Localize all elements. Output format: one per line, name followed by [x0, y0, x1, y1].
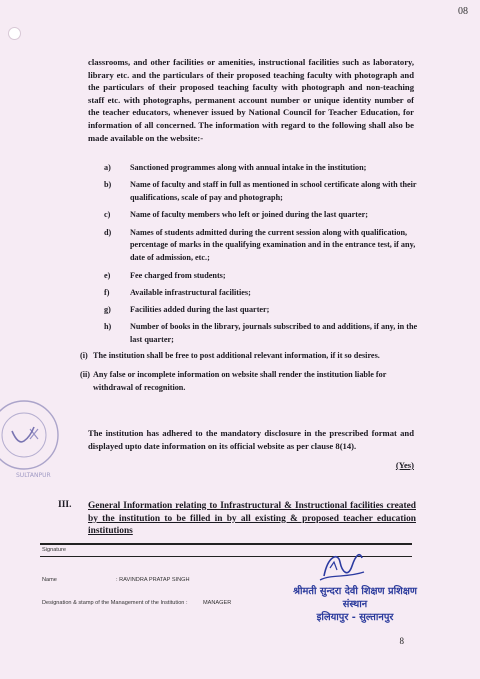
list-marker: e): [104, 270, 111, 280]
list-item-text: Number of books in the library, journals subscribed to and additions, if any, in the last quarter;: [130, 322, 418, 345]
list-item: [88, 227, 418, 265]
website-items-list: [88, 162, 418, 352]
list-item: [88, 209, 418, 222]
list-marker: (i): [80, 351, 88, 360]
designation-label: Designation & stamp of the Management of the Institution :: [42, 600, 188, 606]
list-item-text: Name of faculty members who left or joined during the last quarter;: [130, 210, 368, 220]
list-item: [60, 368, 420, 394]
name-label: Name: [42, 577, 57, 583]
list-marker: g): [104, 305, 111, 315]
list-item-text: Names of students admitted during the current session along with qualification, percentage of marks in the qualifying examination and in the entrance test, if any, date of admission, etc.;: [130, 227, 416, 263]
list-item-text: Fee charged from students;: [130, 270, 226, 280]
list-item-text: Sanctioned programmes along with annual intake in the institution;: [130, 163, 367, 172]
stamp-line-2: इलियापुर - सुल्तानपुर: [316, 612, 394, 623]
adherence-answer: (Yes): [395, 460, 414, 470]
section-number: III.: [58, 500, 72, 510]
intro-paragraph: classrooms, and other facilities or amenities, instructional facilities such as laboratory, library etc. and the particulars of their proposed teaching faculty with photograph and the particulars of their proposed teaching faculty with photograph and non-teaching staff etc. with photographs, permanent account number or unique identity number of the teacher educators, whenever issued by National Council for Teacher Education, for information of all concerned. The information with regard to the following shall also be made available on the website:-: [88, 57, 414, 143]
punch-hole: [8, 27, 21, 40]
list-item-text: Facilities added during the last quarter;: [130, 305, 270, 315]
list-item: [88, 162, 418, 175]
name-value: : RAVINDRA PRATAP SINGH: [116, 577, 190, 583]
institution-seal-icon: [0, 385, 66, 485]
seal-text: SULTANPUR: [16, 472, 51, 479]
list-item-text: Any false or incomplete information on website shall render the institution liable for withdrawal of recognition.: [93, 370, 387, 392]
designation-value: MANAGER: [203, 600, 232, 606]
list-marker: d): [104, 227, 112, 237]
page-corner-number: 08: [458, 6, 468, 17]
list-item: [88, 304, 418, 317]
list-item: [60, 349, 420, 362]
institution-stamp: [285, 585, 425, 624]
adherence-statement: The institution has adhered to the mandatory disclosure in the prescribed format and displayed upto date information on its official website as per clause 8(14).: [88, 428, 414, 451]
stamp-line-1: श्रीमती सुन्दरा देवी शिक्षण प्रशिक्षण संस्थान: [293, 586, 417, 610]
list-item: [88, 287, 418, 300]
list-marker: a): [104, 163, 111, 172]
section-title: General Information relating to Infrastructural & Instructional facilities created by the institution to be filled in by all existing & proposed teacher education institutions: [88, 501, 416, 536]
list-item-text: Available infrastructural facilities;: [130, 287, 251, 297]
list-marker: (ii): [80, 370, 91, 379]
list-item: [88, 179, 418, 205]
list-item: [88, 270, 418, 283]
list-marker: h): [104, 322, 112, 332]
footer-rule-top: [40, 543, 412, 545]
list-marker: f): [104, 287, 110, 297]
roman-items-list: [60, 349, 420, 400]
page-number: 8: [399, 636, 404, 646]
list-marker: b): [104, 180, 112, 190]
list-item-text: The institution shall be free to post additional relevant information, if it so desires.: [93, 351, 380, 360]
list-item: [88, 321, 418, 347]
list-marker: c): [104, 210, 111, 220]
signature-icon: [318, 548, 366, 586]
signature-label: Signature: [42, 547, 66, 553]
list-item-text: Name of faculty and staff in full as mentioned in school certificate along with their qualifications, scale of pay and photograph;: [130, 180, 417, 203]
